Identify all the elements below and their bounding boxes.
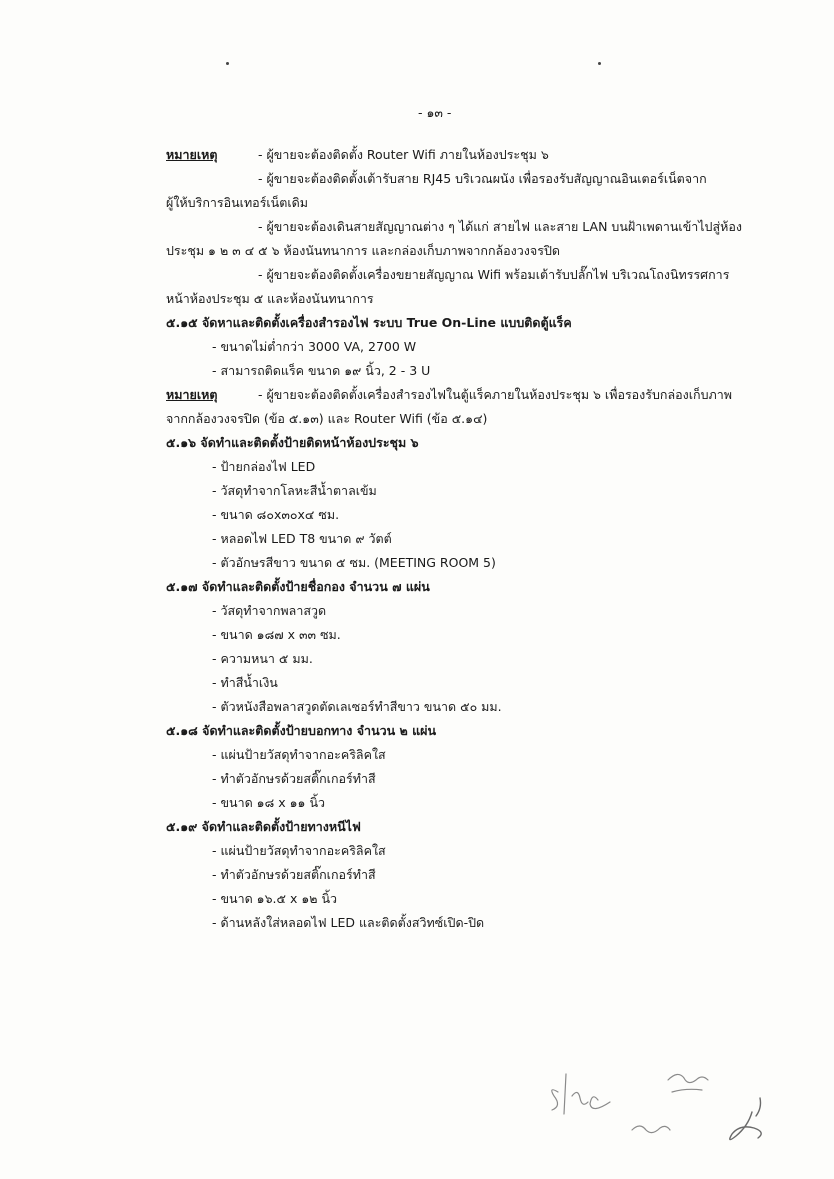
list-item: - สามารถติดแร็ค ขนาด ๑๙ นิ้ว, 2 - 3 U <box>212 363 431 378</box>
body-line: - ผู้ขายจะต้องติดตั้งเต้ารับสาย RJ45 บริเวณผนัง เพื่อรองรับสัญญาณอินเตอร์เน็ตจาก <box>258 171 707 186</box>
signature-4 <box>730 1098 761 1140</box>
list-item: - ป้ายกล่องไฟ LED <box>212 459 316 474</box>
section-heading: ๕.๑๘ จัดทำและติดตั้งป้ายบอกทาง จำนวน ๒ แผ่น <box>166 723 437 738</box>
section-heading: ๕.๑๗ จัดทำและติดตั้งป้ายชื่อกอง จำนวน ๗ แผ่น <box>166 579 430 594</box>
list-item: - ตัวหนังสือพลาสวูดตัดเลเซอร์ทำสีขาว ขนาด ๕๐ มม. <box>212 699 502 714</box>
list-item: - ตัวอักษรสีขาว ขนาด ๕ ซม. (MEETING ROOM 5) <box>212 555 496 570</box>
list-item: - ขนาดไม่ต่ำกว่า 3000 VA, 2700 W <box>212 339 417 354</box>
body-line: จากกล้องวงจรปิด (ข้อ ๕.๑๓) และ Router Wifi (ข้อ ๕.๑๔) <box>166 411 488 426</box>
signature-2 <box>632 1126 670 1133</box>
list-item: - ขนาด ๑๘๗ x ๓๓ ซม. <box>212 627 341 642</box>
list-item: - หลอดไฟ LED T8 ขนาด ๙ วัตต์ <box>212 531 392 546</box>
body-line: หน้าห้องประชุม ๕ และห้องนันทนาการ <box>166 291 374 306</box>
list-item: - ความหนา ๕ มม. <box>212 651 313 666</box>
note-label: หมายเหตุ <box>166 147 218 162</box>
list-item: - แผ่นป้ายวัสดุทำจากอะคริลิคใส <box>212 747 386 762</box>
signature-3 <box>668 1074 708 1092</box>
body-line: - ผู้ขายจะต้องติดตั้งเครื่องขยายสัญญาณ Wifi พร้อมเต้ารับปลั๊กไฟ บริเวณโถงนิทรรศการ <box>258 267 730 282</box>
list-item: - ขนาด ๑๖.๕ x ๑๒ นิ้ว <box>212 891 338 906</box>
list-item: - ด้านหลังใส่หลอดไฟ LED และติดตั้งสวิทซ์เปิด-ปิด <box>212 915 485 930</box>
list-item: - ขนาด ๑๘ x ๑๑ นิ้ว <box>212 795 326 810</box>
list-item: - วัสดุทำจากโลหะสีน้ำตาลเข้ม <box>212 483 377 498</box>
section-heading: ๕.๑๕ จัดหาและติดตั้งเครื่องสำรองไฟ ระบบ True On-Line แบบติดตู้แร็ค <box>166 315 572 330</box>
list-item: - แผ่นป้ายวัสดุทำจากอะคริลิคใส <box>212 843 386 858</box>
punch-mark-left <box>226 62 229 65</box>
list-item: - ทำตัวอักษรด้วยสติ๊กเกอร์ทำสี <box>212 867 376 882</box>
list-item: - ขนาด ๘๐x๓๐x๔ ซม. <box>212 507 340 522</box>
signature-1 <box>552 1074 610 1114</box>
list-item: - วัสดุทำจากพลาสวูด <box>212 603 327 618</box>
punch-mark-right <box>598 62 601 65</box>
body-line: ผู้ให้บริการอินเทอร์เน็ตเดิม <box>166 195 308 210</box>
body-line: - ผู้ขายจะต้องติดตั้ง Router Wifi ภายในห้องประชุม ๖ <box>258 147 549 162</box>
note-label: หมายเหตุ <box>166 387 218 402</box>
list-item: - ทำสีน้ำเงิน <box>212 675 278 690</box>
page-number: - ๑๓ - <box>418 105 452 120</box>
body-line: - ผู้ขายจะต้องเดินสายสัญญาณต่าง ๆ ได้แก่ สายไฟ และสาย LAN บนฝ้าเพดานเข้าไปสู่ห้อง <box>258 219 742 234</box>
list-item: - ทำตัวอักษรด้วยสติ๊กเกอร์ทำสี <box>212 771 376 786</box>
section-heading: ๕.๑๙ จัดทำและติดตั้งป้ายทางหนีไฟ <box>166 819 361 834</box>
body-line: - ผู้ขายจะต้องติดตั้งเครื่องสำรองไฟในตู้แร็คภายในห้องประชุม ๖ เพื่อรองรับกล่องเก็บภาพ <box>258 387 733 402</box>
handwritten-signatures <box>540 1050 800 1160</box>
body-line: ประชุม ๑ ๒ ๓ ๔ ๕ ๖ ห้องนันทนาการ และกล่องเก็บภาพจากกล้องวงจรปิด <box>166 243 561 258</box>
section-heading: ๕.๑๖ จัดทำและติดตั้งป้ายติดหน้าห้องประชุม ๖ <box>166 435 419 450</box>
